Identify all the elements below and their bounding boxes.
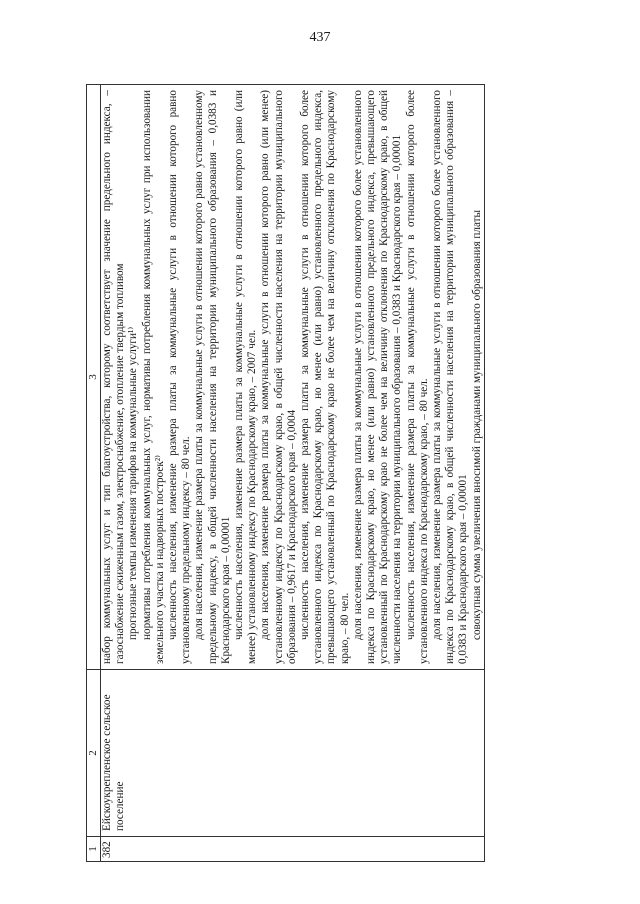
- data-table: [86, 84, 485, 862]
- paragraph: численность населения, изменение размера платы за коммунальные услуги в отношении которого равно установленному предельному индексу – 80 чел.: [167, 90, 193, 664]
- table-row: [101, 85, 485, 862]
- paragraph: доля населения, изменение размера платы за коммунальные услуги в отношении которого равно (или менее) установленному индексу по Краснодарскому краю, в общей численности населения на территории муниципального образования – 0,9617 и Краснодарского края – 0,0004: [259, 90, 298, 664]
- paragraph: доля населения, изменение размера платы за коммунальные услуги в отношении которого более установленного индекса по Краснодарскому краю, в общей численности населения на территории муниципального образования – 0,0383 и Краснодарского края – 0,00001: [431, 90, 470, 664]
- indicators-cell: [101, 85, 485, 670]
- paragraph: численность населения, изменение размера платы за коммунальные услуги в отношении которого равно (или менее) установленному индексу по Краснодарскому краю, – 2007 чел.: [233, 90, 259, 664]
- header-col-2: 2: [87, 670, 101, 837]
- paragraph: прогнозные темпы изменения тарифов на коммунальные услуги¹⁾: [127, 326, 140, 640]
- paragraph: совокупная сумма увеличения вносимой гражданами муниципального образования платы: [470, 209, 483, 640]
- paragraph: доля населения, изменение размера платы за коммунальные услуги в отношении которого равно установленному предельному индексу, в общей численности населения на территории муниципального образования – 0,0383 и Краснодарского края – 0,00001: [193, 90, 232, 664]
- paragraph: доля населения, изменение размера платы за коммунальные услуги в отношении которого более установленного индекса по Краснодарскому краю, но менее (или равно) установленного предельного индекса, превышающего установленный по Краснодарскому краю не более чем на величину отклонения по Краснодарскому краю, в общей численности населения на территории муниципального образования – 0,0383 и Краснодарского края – 0,00001: [351, 90, 404, 664]
- header-col-3: 3: [87, 85, 101, 670]
- table-header-row: [87, 85, 101, 862]
- rotated-table-container: [86, 90, 588, 862]
- page-number: 437: [309, 30, 331, 45]
- paragraph: нормативы потребления коммунальных услуг, нормативы потребления коммунальных услуг при использовании земельного участка и надворных построек²⁾: [140, 90, 166, 664]
- row-number: 382: [101, 837, 485, 862]
- paragraph: численность населения, изменение размера платы за коммунальные услуги в отношении которого более установленного индекса по Краснодарскому краю, – 80 чел.: [404, 90, 430, 664]
- header-col-1: 1: [87, 837, 101, 862]
- settlement-name: Ейскоукрепленское сельское поселение: [101, 670, 485, 837]
- paragraph: набор коммунальных услуг и тип благоустройства, которому соответствует значение предельного индекса, – газоснабжение сжиженным газом, электроснабжение, отопление твердым топливом: [101, 90, 127, 664]
- paragraph: численность населения, изменение размера платы за коммунальные услуги в отношении которого более установленного индекса по Краснодарскому краю, но менее (или равно) установленного предельного индекса, превышающего установленный по Краснодарскому краю не более чем на величину отклонения по Краснодарскому краю, – 80 чел.: [299, 90, 351, 664]
